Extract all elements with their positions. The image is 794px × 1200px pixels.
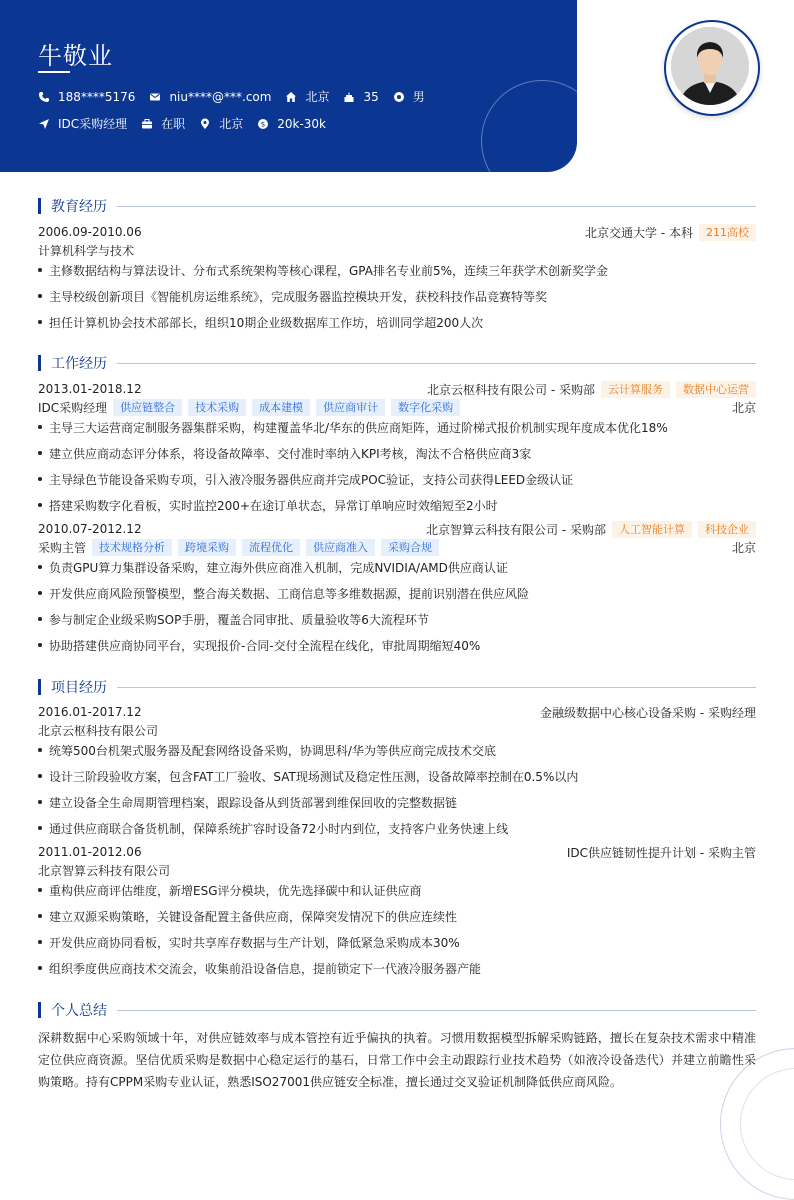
project-header — [38, 703, 756, 721]
header-banner — [0, 0, 577, 172]
list-item: 建立设备全生命周期管理档案，跟踪设备从到货部署到维保回收的完整数据链 — [38, 793, 756, 811]
project-name: 金融级数据中心核心设备采购 - 采购经理 — [540, 705, 756, 720]
salary-text: 20k-30k — [277, 116, 326, 131]
send-icon — [38, 118, 50, 130]
education-major-row — [38, 241, 756, 259]
gender-text: 男 — [412, 90, 425, 104]
project-company-row — [38, 861, 756, 879]
project-company: 北京智算云科技有限公司 — [38, 863, 171, 878]
education-school: 北京交通大学 - 本科 — [585, 225, 693, 240]
job-item — [38, 115, 127, 132]
gender-icon — [393, 91, 405, 103]
project-company-row — [38, 721, 756, 739]
work-period: 2010.07-2012.12 — [38, 522, 142, 536]
list-item: 开发供应商风险预警模型，整合海关数据、工商信息等多维数据源，提前识别潜在供应风险 — [38, 584, 756, 602]
section-title-education: 教育经历 — [38, 196, 756, 216]
target-city-text: 北京 — [219, 117, 244, 131]
project-name: IDC供应链韧性提升计划 - 采购主管 — [566, 845, 756, 860]
skill-tag: 流程优化 — [242, 539, 300, 556]
cake-icon — [343, 91, 355, 103]
education-major: 计算机科学与技术 — [38, 243, 135, 258]
list-item: 主修数据结构与算法设计、分布式系统架构等核心课程，GPA排名专业前5%，连续三年获学术创新奖学金 — [38, 261, 756, 279]
work-period: 2013.01-2018.12 — [38, 382, 142, 396]
work-title: IDC采购经理 — [38, 400, 108, 415]
skill-tag: 数字化采购 — [391, 399, 460, 416]
list-item: 主导校级创新项目《智能机房运维系统》，完成服务器监控模块开发，获校科技作品竞赛特等奖 — [38, 287, 756, 305]
intention-row — [38, 115, 340, 132]
candidate-name: 牛敬业 — [38, 42, 113, 70]
project-period: 2011.01-2012.06 — [38, 845, 142, 859]
work-header — [38, 520, 756, 538]
svg-text:$: $ — [260, 120, 266, 129]
status-item — [141, 115, 185, 132]
salary-item — [257, 117, 326, 131]
industry-tag: 科技企业 — [698, 521, 756, 538]
work-city: 北京 — [731, 540, 756, 555]
list-item: 统筹500台机架式服务器及配套网络设备采购，协调思科/华为等供应商完成技术交底 — [38, 741, 756, 759]
list-item: 设计三阶段验收方案，包含FAT工厂验收、SAT现场测试及稳定性压测，设备故障率控制在0.5%以内 — [38, 767, 756, 785]
section-title-project: 项目经历 — [38, 677, 756, 697]
phone-text: 188****5176 — [58, 89, 136, 104]
target-city-item — [199, 115, 243, 132]
work-title-row — [38, 398, 756, 416]
avatar-portrait — [671, 27, 749, 105]
skill-tag: 技术规格分析 — [92, 539, 172, 556]
summary-text: 深耕数据中心采购领域十年，对供应链效率与成本管控有近乎偏执的执着。习惯用数据模型拆解采购链路，擅长在复杂技术需求中精准定位供应商资源。坚信优质采购是数据中心稳定运行的基石，日常工作中会主动跟踪行业技术趋势（如液冷设备迭代）并建立前瞻性采购策略。持有CPPM采购专业认证，熟悉ISO27001供应链安全标准，擅长通过交叉验证机制降低供应商风险。 — [38, 1031, 756, 1089]
skill-tag: 供应链整合 — [113, 399, 182, 416]
list-item: 负责GPU算力集群设备采购，建立海外供应商准入机制，完成NVIDIA/AMD供应商认证 — [38, 558, 756, 576]
list-item: 参与制定企业级采购SOP手册，覆盖合同审批、质量验收等6大流程环节 — [38, 610, 756, 628]
phone-item — [38, 90, 135, 104]
money-icon — [257, 118, 269, 130]
gender-item — [393, 88, 425, 105]
project-period: 2016.01-2017.12 — [38, 705, 142, 719]
name-underline — [38, 71, 70, 73]
age-item — [343, 90, 378, 104]
industry-tag: 云计算服务 — [601, 381, 670, 398]
list-item: 主导三大运营商定制服务器集群采购，构建覆盖华北/华东的供应商矩阵，通过阶梯式报价机制实现年度成本优化18% — [38, 418, 756, 436]
work-title: 采购主管 — [38, 540, 87, 555]
email-item — [149, 90, 271, 104]
city-item — [285, 88, 329, 105]
list-item: 协助搭建供应商协同平台，实现报价-合同-交付全流程在线化，审批周期缩短40% — [38, 636, 756, 654]
education-header — [38, 223, 756, 241]
work-title-row — [38, 538, 756, 556]
list-item: 建立双源采购策略，关键设备配置主备供应商，保障突发情况下的供应连续性 — [38, 907, 756, 925]
avatar — [671, 27, 749, 105]
list-item: 开发供应商协同看板，实时共享库存数据与生产计划，降低紧急采购成本30% — [38, 933, 756, 951]
industry-tag: 人工智能计算 — [612, 521, 692, 538]
section-title-summary: 个人总结 — [38, 1000, 756, 1020]
work-company: 北京智算云科技有限公司 - 采购部 — [426, 522, 606, 537]
list-item: 主导绿色节能设备采购专项，引入液冷服务器供应商并完成POC验证，支持公司获得LEED金级认证 — [38, 470, 756, 488]
status-text: 在职 — [161, 117, 186, 131]
contact-row — [38, 88, 439, 105]
skill-tag: 供应商准入 — [306, 539, 375, 556]
job-text: IDC采购经理 — [58, 117, 128, 131]
work-company: 北京云枢科技有限公司 - 采购部 — [427, 382, 595, 397]
work-city: 北京 — [731, 400, 756, 415]
phone-icon — [38, 91, 50, 103]
list-item: 建立供应商动态评分体系，将设备故障率、交付准时率纳入KPI考核，淘汰不合格供应商3家 — [38, 444, 756, 462]
list-item: 通过供应商联合备货机制，保障系统扩容时设备72小时内到位，支持客户业务快速上线 — [38, 819, 756, 837]
list-item: 担任计算机协会技术部部长，组织10期企业级数据库工作坊，培训同学超200人次 — [38, 313, 756, 331]
work-header — [38, 380, 756, 398]
location-icon — [199, 118, 211, 130]
list-item: 搭建采购数字化看板，实时监控200+在途订单状态，异常订单响应时效缩短至2小时 — [38, 496, 756, 514]
section-title-work: 工作经历 — [38, 353, 756, 373]
list-item: 重构供应商评估维度，新增ESG评分模块，优先选择碳中和认证供应商 — [38, 881, 756, 899]
list-item: 组织季度供应商技术交流会，收集前沿设备信息，提前锁定下一代液冷服务器产能 — [38, 959, 756, 977]
age-text: 35 — [363, 89, 379, 104]
city-text: 北京 — [305, 90, 330, 104]
project-company: 北京云枢科技有限公司 — [38, 723, 159, 738]
skill-tag: 技术采购 — [188, 399, 246, 416]
home-icon — [285, 91, 297, 103]
school-tag: 211高校 — [699, 224, 756, 241]
industry-tag: 数据中心运营 — [676, 381, 756, 398]
project-header — [38, 843, 756, 861]
avatar-frame — [664, 20, 760, 116]
decorative-ring — [481, 80, 577, 172]
briefcase-icon — [141, 118, 153, 130]
skill-tag: 采购合规 — [381, 539, 439, 556]
mail-icon — [149, 91, 161, 103]
email-text: niu****@***.com — [169, 89, 272, 104]
education-period: 2006.09-2010.06 — [38, 225, 142, 239]
skill-tag: 成本建模 — [252, 399, 310, 416]
skill-tag: 供应商审计 — [316, 399, 385, 416]
skill-tag: 跨境采购 — [178, 539, 236, 556]
